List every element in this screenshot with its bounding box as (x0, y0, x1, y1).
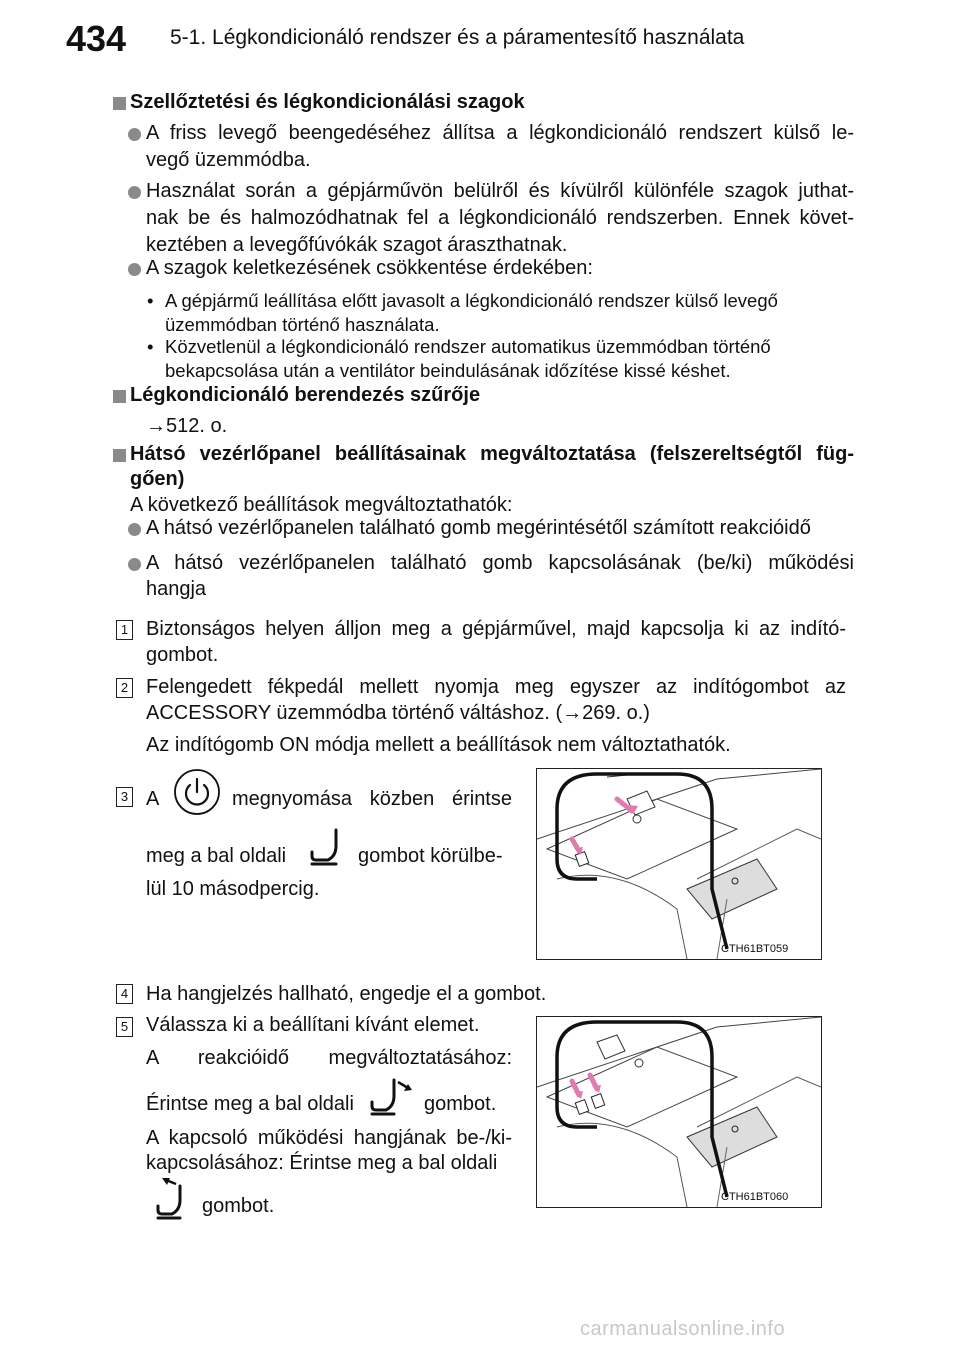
text-line: A reakcióidő megváltoztatásához: (146, 1047, 512, 1069)
section-marker (113, 449, 126, 462)
heading-odors: Szellőztetési és légkondicionálási szagok (130, 91, 525, 113)
note: Az indítógomb ON módja mellett a beállítások nem változtathatók. (146, 734, 731, 756)
section-title: 5-1. Légkondicionáló rendszer és a páramentesítő használata (170, 26, 745, 49)
heading-rear-panel: Hátsó vezérlőpanel beállításainak megváltoztatása (felszereltségtől füg- (130, 443, 854, 465)
text-line: gombot körülbe- (358, 845, 503, 867)
sub-bullet: • (147, 336, 154, 357)
text-line: kapcsolásához: Érintse meg a bal oldali (146, 1152, 498, 1174)
text-line: A (146, 788, 160, 810)
text-line: A hátsó vezérlőpanelen található gomb kapcsolásának (be/ki) működési (146, 552, 854, 574)
watermark: carmanualsonline.info (580, 1318, 786, 1340)
rear-panel-illustration (537, 769, 821, 959)
text-line: meg a bal oldali (146, 845, 287, 867)
text-line: A kapcsoló működési hangjának be-/ki- (146, 1127, 512, 1149)
text-line: megnyomása közben érintse (232, 788, 512, 810)
page-number: 434 (66, 18, 127, 59)
text-line: A következő beállítások megváltoztathatók: (130, 494, 513, 516)
text-line: ACCESSORY üzemmódba történő váltáshoz. (→269. o.) (146, 702, 650, 724)
text-line: bekapcsolása után a ventilátor beindulásának időzítése kissé késhet. (165, 360, 731, 381)
text-line: nak be és halmozódhatnak fel a légkondicionáló rendszerben. Ennek követ- (146, 207, 854, 229)
section-marker (113, 97, 126, 110)
step-number: 3 (116, 787, 133, 807)
text-line: Érintse meg a bal oldali (146, 1093, 354, 1115)
text-line: Használat során a gépjárművön belülről és kívülről különféle szagok juthat- (146, 180, 854, 202)
step-number: 4 (116, 984, 133, 1004)
step-number: 5 (116, 1017, 133, 1037)
text-line: hangja (146, 578, 207, 600)
seat-recline-forward-icon (368, 1074, 418, 1120)
text-line: A szagok keletkezésének csökkentése érdekében: (146, 257, 593, 279)
rear-panel-illustration (537, 1017, 821, 1207)
bullet-dot (128, 263, 141, 276)
power-button-icon (172, 767, 222, 817)
page-ref: →512. o. (146, 415, 228, 437)
figure-caption: CTH61BT059 (721, 943, 789, 955)
text-line: Közvetlenül a légkondicionáló rendszer automatikus üzemmódban történő (165, 336, 771, 357)
figure-rear-panel-2 (536, 1016, 822, 1208)
figure-caption: CTH61BT060 (721, 1191, 789, 1203)
heading-filter: Légkondicionáló berendezés szűrője (130, 384, 481, 406)
text-line: Válassza ki a beállítani kívánt elemet. (146, 1014, 480, 1036)
text-line: Biztonságos helyen álljon meg a gépjárművel, majd kapcsolja ki az indító- (146, 618, 846, 640)
text-line: Ha hangjelzés hallható, engedje el a gombot. (146, 983, 547, 1005)
text-line: gombot. (424, 1093, 497, 1115)
sub-bullet: • (147, 290, 154, 311)
text-line: üzemmódban történő használata. (165, 314, 440, 335)
step-number: 2 (116, 678, 133, 698)
text-line: vegő üzemmódba. (146, 149, 311, 171)
text-line: A friss levegő beengedéséhez állítsa a légkondicionáló rendszert külső le- (146, 122, 854, 144)
seat-icon (306, 826, 350, 872)
text-line: Felengedett fékpedál mellett nyomja meg egyszer az indítógombot az (146, 676, 846, 698)
text-line: gombot. (146, 644, 219, 666)
text-line: A hátsó vezérlőpanelen található gomb megérintésétől számított reakcióidő (146, 517, 811, 539)
bullet-dot (128, 558, 141, 571)
seat-recline-back-icon (152, 1178, 196, 1224)
heading-rear-panel-cont: gően) (130, 468, 185, 490)
step-number: 1 (116, 620, 133, 640)
text-line: keztében a levegőfúvókák szagot áraszthatnak. (146, 234, 568, 256)
bullet-dot (128, 186, 141, 199)
bullet-dot (128, 523, 141, 536)
text-line: A gépjármű leállítása előtt javasolt a légkondicionáló rendszer külső levegő (165, 290, 778, 311)
section-marker (113, 390, 126, 403)
text-line: gombot. (202, 1195, 275, 1217)
figure-rear-panel-1 (536, 768, 822, 960)
text-line: lül 10 másodpercig. (146, 878, 320, 900)
bullet-dot (128, 128, 141, 141)
